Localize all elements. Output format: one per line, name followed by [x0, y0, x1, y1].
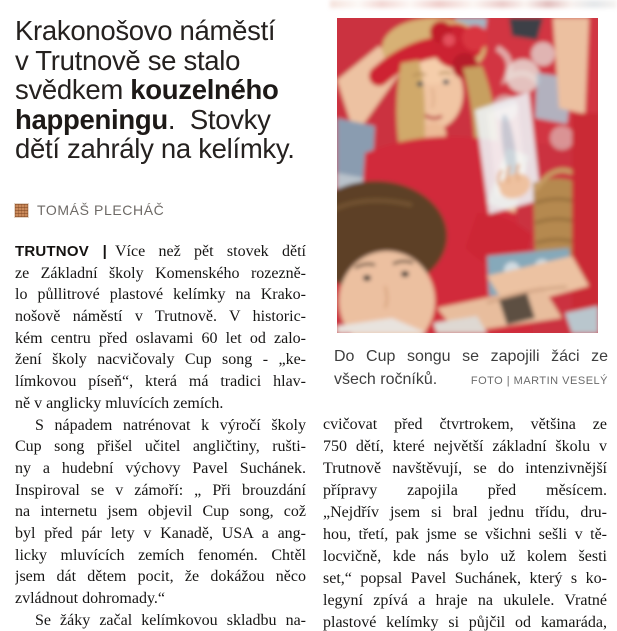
body-column-left: [15, 241, 306, 631]
article-headline: [15, 16, 318, 164]
body-text-line: ze Základní školy Komenského rozezně-: [15, 264, 306, 282]
headline-line: happeningu. Stovky: [15, 103, 271, 135]
caption-text-line1: Do Cup songu se zapojili žáci ze: [334, 348, 608, 365]
body-text-line: locvičně, kde nás bylo už kolem šesti: [323, 548, 607, 565]
body-text-line: nošově náměstí v Trutnově. V historic-: [15, 308, 306, 326]
body-text-line: Inspiroval se v zámoří: „ Při brouzdání: [15, 481, 306, 499]
body-text-line: kém centru před oslavami 60 let od zalo-: [15, 329, 306, 347]
byline-author: TOMÁŠ PLECHÁČ: [37, 202, 165, 218]
caption-text-line2: všech ročníků.: [334, 370, 438, 388]
cropped-photo-edge-strip: [330, 0, 617, 8]
body-text-line: S nápadem natrénovat k výročí školy: [35, 416, 306, 434]
byline: [15, 202, 164, 218]
body-text-line: jsem dát dětem pocit, že dokážou něco: [15, 568, 306, 586]
body-text-line: Cup song přišel učitel angličtiny, rušti-: [15, 438, 306, 456]
body-text-line: plastové kelímky si půjčil od kamaráda,: [323, 614, 607, 631]
body-column-right: [323, 414, 607, 631]
body-text-line: set,“ popsal Pavel Suchánek, který s ko-: [323, 570, 607, 587]
body-text-line: „Nejdřív jsem si bral jednu třídu, dru-: [323, 504, 607, 521]
body-text-line: ny a hudební výchovy Pavel Suchánek.: [15, 459, 306, 477]
body-text-line: legyní zpívá a hraje na ukulele. Vratné: [323, 592, 607, 609]
author-marker-icon: [15, 204, 28, 217]
body-text-line: hou, třetí, pak jsme se všichni sešli v tě-: [323, 526, 607, 543]
caption-line2: [334, 369, 608, 393]
photo-children-cup-song: [337, 18, 598, 333]
body-text-line: TRUTNOV | Více než pět stovek dětí: [15, 243, 306, 260]
body-text-line: Trutnově navštěvují, se do intenzivnější: [323, 460, 607, 477]
body-text-line: cvičovat před čtvrtrokem, většina ze: [323, 416, 607, 433]
body-text-line: 750 dětí, které největší základní školu v: [323, 438, 607, 455]
headline-line: v Trutnově se stalo: [15, 44, 241, 76]
body-text-line: límkovou píseň“, která má tradici hlav-: [15, 373, 306, 391]
body-text-line: Se žáky začal kelímkovou skladbu na-: [35, 611, 306, 629]
body-text-line: lo půllitrové plastové kelímky na Krako-: [15, 286, 306, 304]
article-photo: [337, 18, 598, 333]
body-text-line: zvládnout dohromady.“: [15, 590, 166, 607]
body-text-line: licky mluvících zemích fenomén. Chtěl: [15, 546, 306, 564]
body-text-line: ně v anglicky mluvících zemích.: [15, 394, 224, 412]
body-text-line: na internetu jsem objevil Cup song, což: [15, 503, 306, 521]
headline-line: Krakonošovo náměstí: [15, 15, 276, 46]
headline-line: dětí zahrály na kelímky.: [15, 133, 295, 165]
photo-credit: FOTO | MARTIN VESELÝ: [470, 374, 608, 387]
headline-line: svědkem kouzelného: [15, 74, 279, 106]
photo-caption: [334, 346, 608, 392]
dateline-label: TRUTNOV |: [15, 243, 107, 260]
body-text-line: byl před pár lety v Kanadě, USA a ang-: [15, 524, 306, 542]
body-text-line: přípravy zapojila před měsícem.: [323, 482, 607, 499]
body-text-line: žení školy nacvičovaly Cup song - „ke-: [15, 351, 306, 369]
